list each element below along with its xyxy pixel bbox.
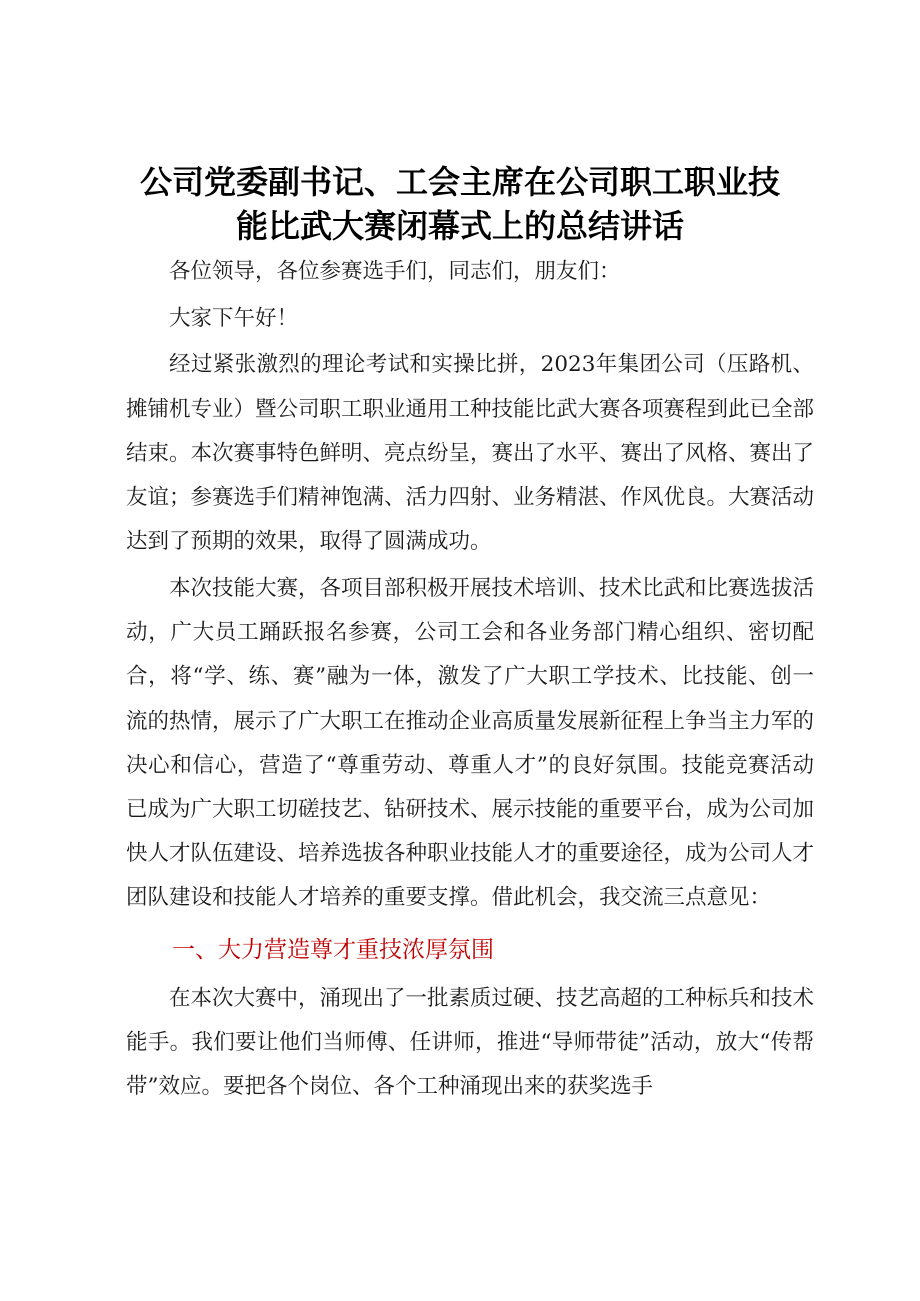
- greeting: 大家下午好！: [169, 305, 299, 331]
- paragraph-2: 本次技能大赛，各项目部积极开展技术培训、技术比武和比赛选拔活动，广大员工踊跃报名参赛，公司工会和各业务部门精心组织、密切配合，将“学、练、赛”融为一体，激发了广大职工学技术、比技能、创一流的热情，展示了广大职工在推动企业高质量发展新征程上争当主力军的决心和信心，营造了“尊重劳动、尊重人才”的良好氛围。技能竞赛活动已成为广大职工切磋技艺、钻研技术、展示技能的重要平台，成为公司加快人才队伍建设、培养选拔各种职业技能人才的重要途径，成为公司人才团队建设和技能人才培养的重要支撑。借此机会，我交流三点意见：: [126, 575, 815, 911]
- title-line-1: 公司党委副书记、工会主席在公司职工职业技: [139, 163, 780, 201]
- salutation: 各位领导，各位参赛选手们，同志们，朋友们：: [169, 259, 621, 284]
- paragraph-1: 经过紧张激烈的理论考试和实操比拼，2023年集团公司（压路机、摊铺机专业）暨公司职工职业通用工种技能比武大赛各项赛程到此已全部结束。本次赛事特色鲜明、亮点纷呈，赛出了水平、赛出了风格、赛出了友谊；参赛选手们精神饱满、活力四射、业务精湛、作风优良。大赛活动达到了预期的效果，取得了圆满成功。: [126, 352, 815, 555]
- title-line-2: 能比武大赛闭幕式上的总结讲话: [235, 207, 684, 245]
- section-1-heading: 一、大力营造尊才重技浓厚氛围: [172, 937, 494, 964]
- document-body: [126, 250, 814, 1112]
- section-1-paragraph: 在本次大赛中，涌现出了一批素质过硬、技艺高超的工种标兵和技术能手。我们要让他们当师傅、任讲师，推进“导师带徒”活动，放大“传帮带”效应。要把各个岗位、各个工种涌现出来的获奖选手: [126, 986, 815, 1100]
- document-title: [120, 160, 800, 248]
